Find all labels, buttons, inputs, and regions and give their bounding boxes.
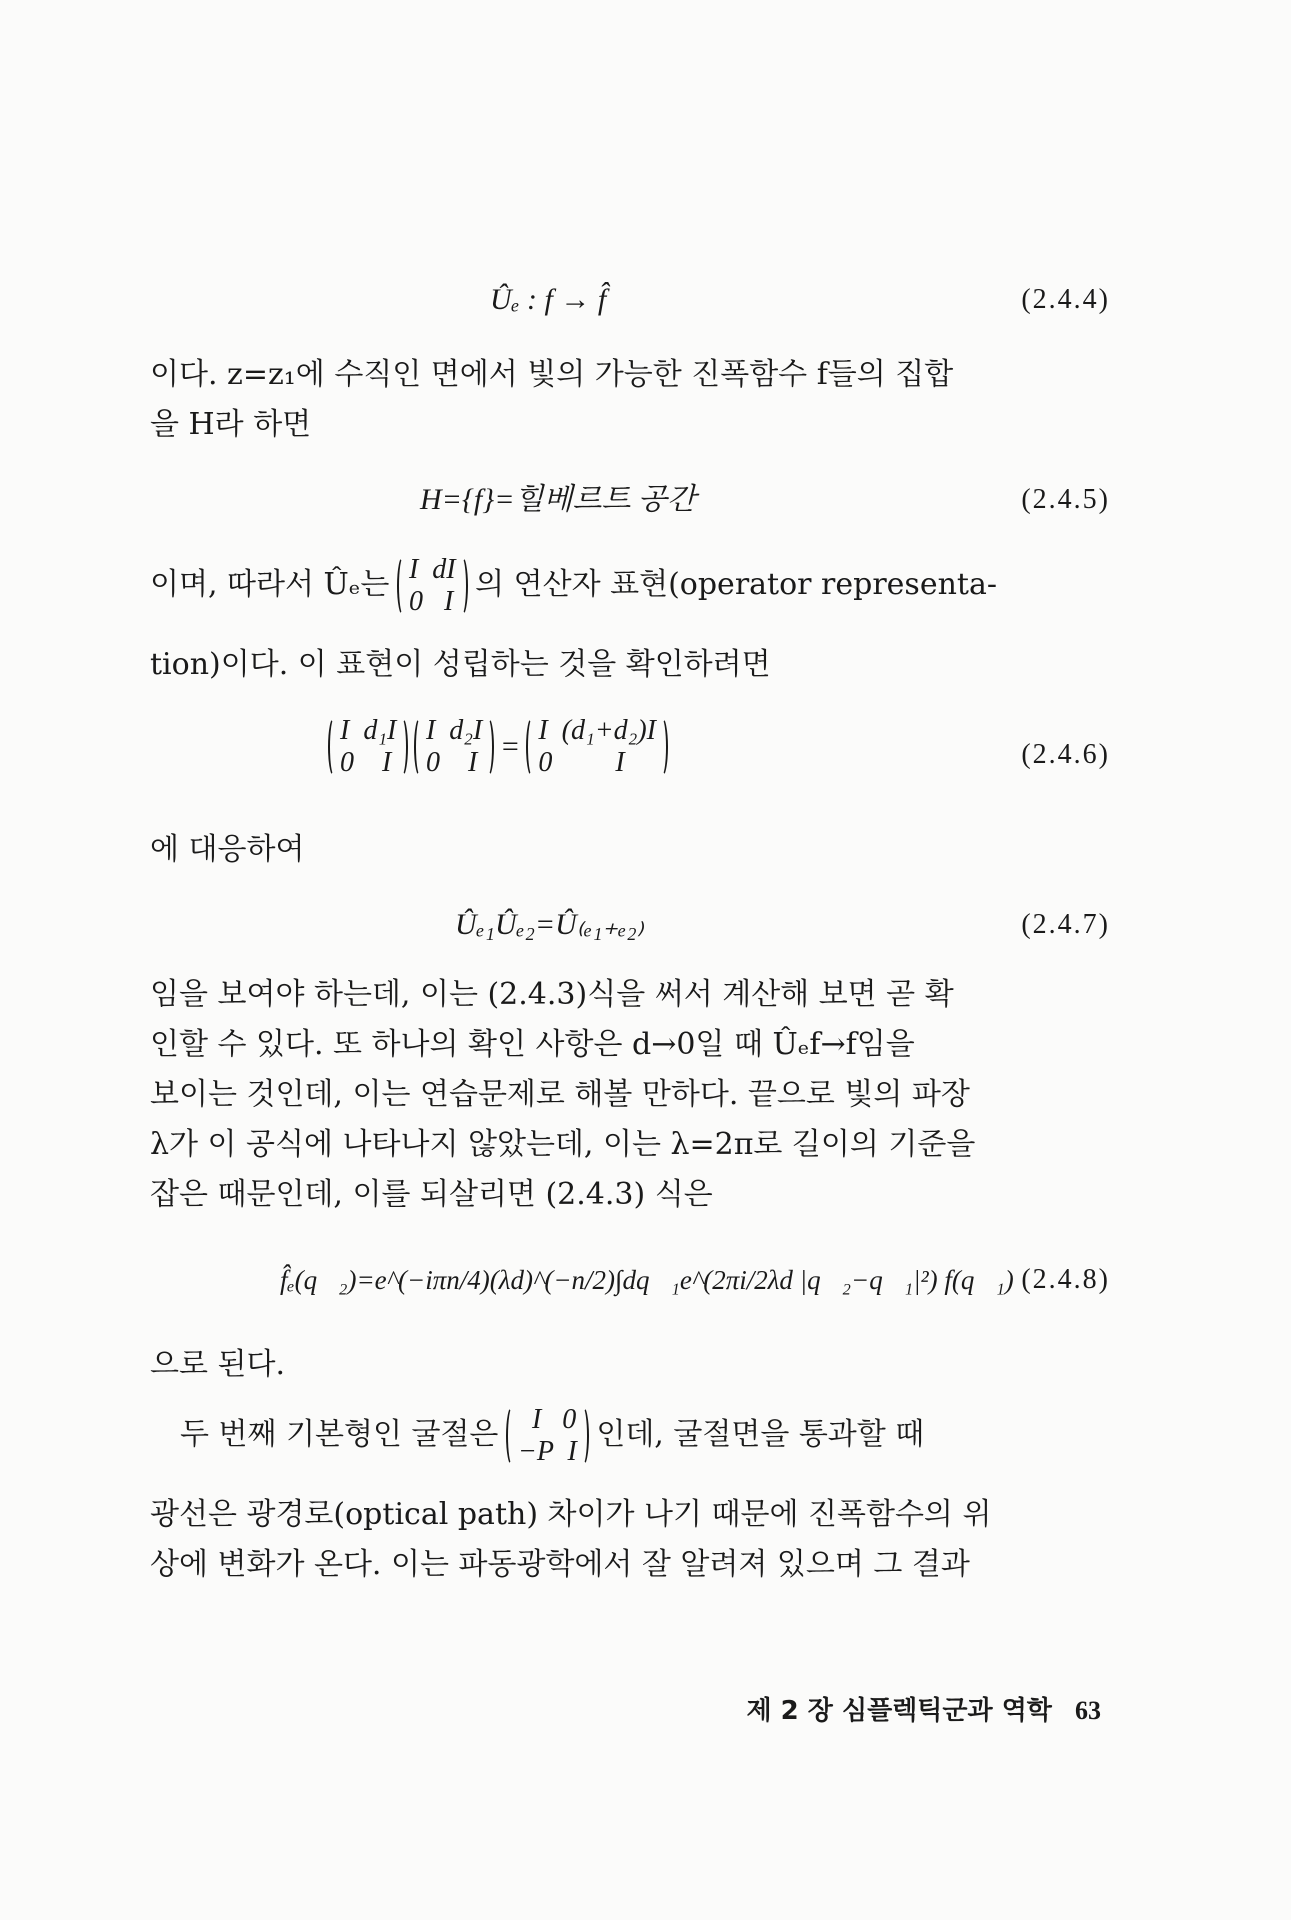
paragraph-line-with-matrix [150,545,1110,625]
matrix-row: I 0 [517,1404,577,1435]
matrix-row: I dI [408,554,456,585]
paragraph-line: 보이는 것인데, 이는 연습문제로 해볼 만하다. 끝으로 빛의 파장 [150,1077,970,1112]
paragraph-line: 임을 보여야 하는데, 이는 (2.4.3)식을 써서 계산해 보면 곧 확 [150,977,954,1012]
page-footer [746,1690,1101,1727]
matrix [528,715,666,779]
paragraph-line: 잡은 때문인데, 이를 되살리면 (2.4.3) 식은 [150,1177,713,1212]
equation-number: (2.4.5) [1021,484,1110,515]
matrix-row: I d₂I [425,715,483,746]
paragraph-line: 광선은 광경로(optical path) 차이가 나기 때문에 진폭함수의 위 [150,1497,992,1532]
equation-number: (2.4.4) [1021,284,1110,315]
matrix-row: I d₁I [340,715,397,746]
equation-2-4-8: f̂ₑ(q⃗₂)=e^(−iπn/4)(λd)^(−n/2)∫dq⃗₁e^(2πi/2λd |q⃗₂−q⃗₁|²) f(q⃗₁) [280,1265,1014,1295]
paragraph-line: 상에 변화가 온다. 이는 파동광학에서 잘 알려져 있으며 그 결과 [150,1547,970,1582]
paragraph-line-with-matrix [180,1395,1140,1475]
equation-number: (2.4.8) [1021,1264,1110,1295]
equation-2-4-7: Ûₑ₁Ûₑ₂=Û₍ₑ₁₊ₑ₂₎ [455,908,644,941]
matrix [416,715,492,779]
text-fragment: 이며, 따라서 Ûₑ는 [150,567,390,602]
paragraph-line: 이다. z=z₁에 수직인 면에서 빛의 가능한 진폭함수 f들의 집합 [150,357,954,392]
matrix-row: 0 I [340,747,392,778]
paragraph-line: tion)이다. 이 표현이 성립하는 것을 확인하려면 [150,647,771,682]
matrix-row: −P I [517,1436,577,1467]
page-number: 63 [1075,1696,1101,1725]
equation-2-4-6: I d₁I 0 I I d₂I 0 I = I (d₁+d₂)I 0 I [330,715,666,779]
matrix [399,554,466,618]
paragraph-line: 을 H라 하면 [150,407,312,442]
equation-number: (2.4.6) [1021,739,1110,770]
paragraph-line: 에 대응하여 [150,832,305,867]
equation-2-4-4: Ûₑ : f → f̂ [490,283,607,316]
equation-2-4-5: H={f}=힐베르트 공간 [420,483,696,516]
paragraph-line: λ가 이 공식에 나타나지 않았는데, 이는 λ=2π로 길이의 기준을 [150,1127,976,1162]
text-fragment: 인데, 굴절면을 통과할 때 [596,1417,925,1452]
text-fragment: 의 연산자 표현(operator representa- [475,567,997,602]
matrix-row: 0 I [408,586,454,617]
equation-number: (2.4.7) [1021,909,1110,940]
matrix-row: 0 I [538,747,625,778]
matrix [330,715,406,779]
paragraph-line: 인할 수 있다. 또 하나의 확인 사항은 d→0일 때 Ûₑf→f임을 [150,1027,915,1062]
matrix [508,1404,587,1468]
text-fragment: 두 번째 기본형인 굴절은 [180,1417,499,1452]
paragraph-line: 으로 된다. [150,1347,285,1382]
chapter-title: 제 2 장 심플렉틱군과 역학 [746,1696,1052,1726]
matrix-row: 0 I [425,747,478,778]
matrix-row: I (d₁+d₂)I [538,715,657,746]
